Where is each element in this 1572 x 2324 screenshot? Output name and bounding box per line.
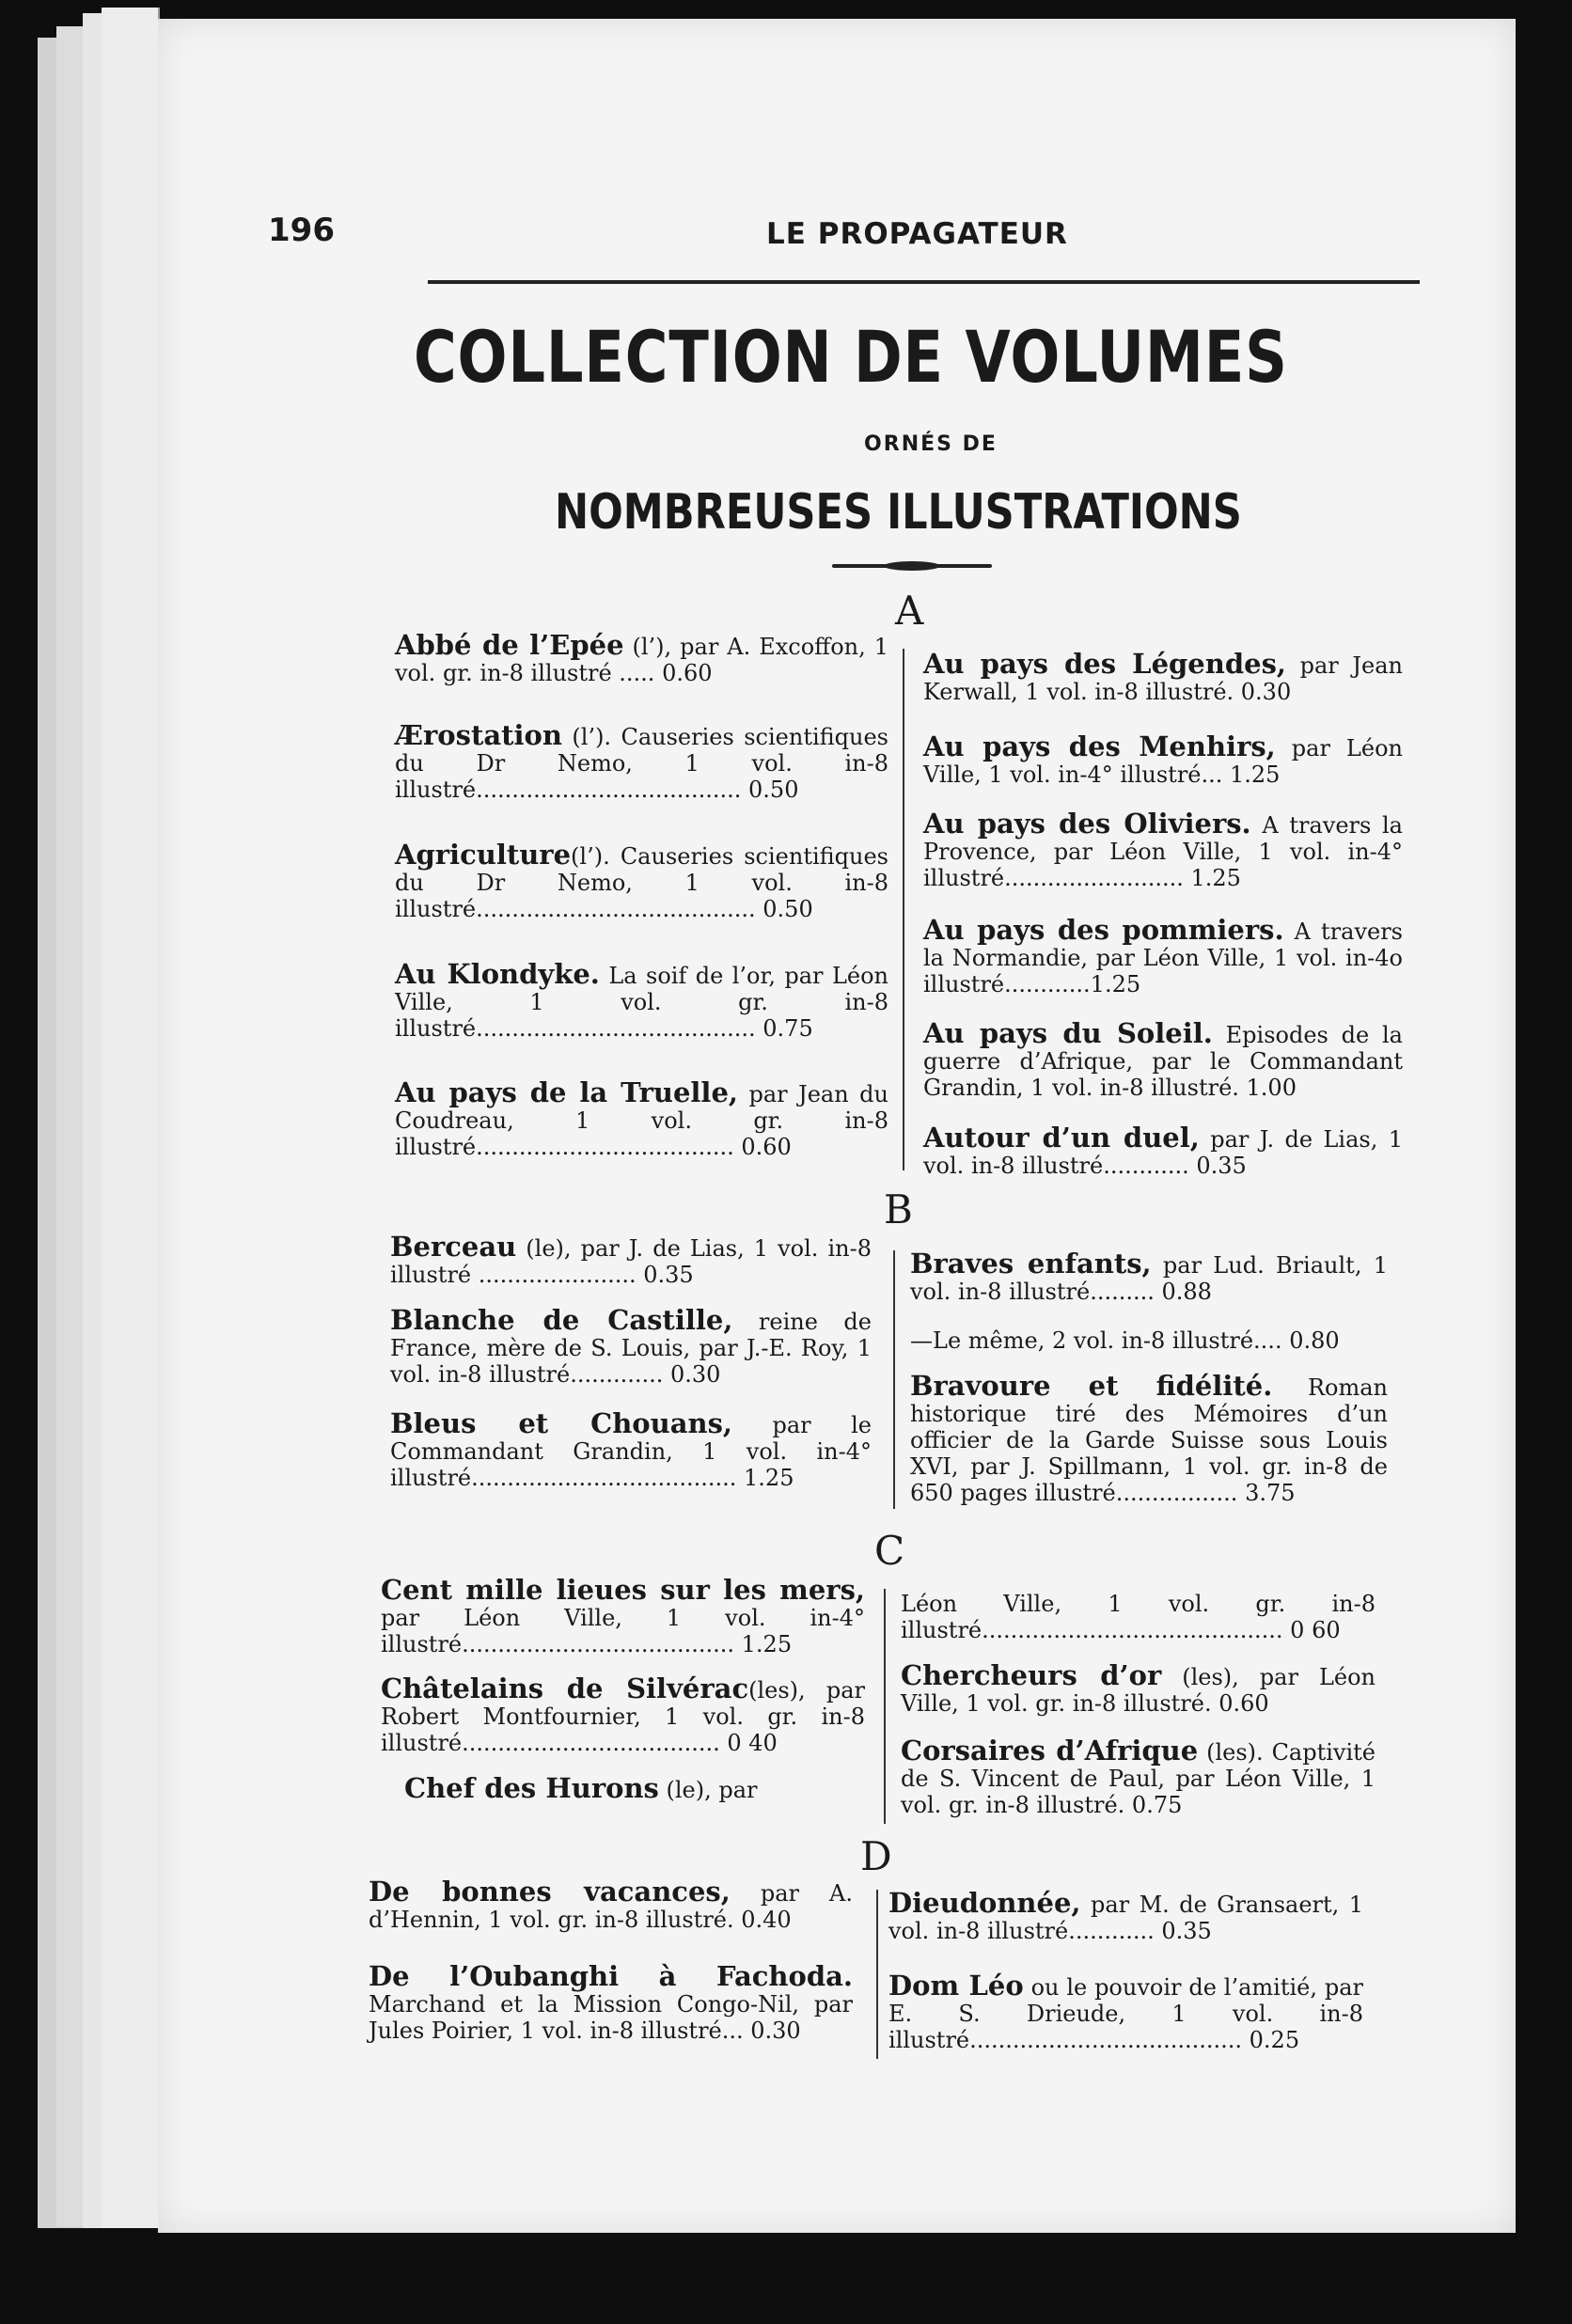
- page-number: 196: [268, 212, 335, 249]
- entry-description: La soif de l’or, par Léon Ville, 1 vol. gr. in-8 illustré....................................... 0.75: [395, 963, 888, 1042]
- entry-title: Braves enfants,: [910, 1248, 1152, 1280]
- section-letter-b: B: [884, 1186, 913, 1233]
- catalog-entry: [901, 1737, 1376, 1818]
- catalog-entry: [369, 1960, 853, 2044]
- entry-title: Dieudonnée,: [888, 1887, 1081, 1919]
- catalog-entry: [923, 810, 1403, 891]
- entry-title: Autour d’un duel,: [923, 1122, 1200, 1154]
- entry-title: Au pays des Légendes,: [923, 648, 1286, 680]
- entry-title: Bravoure et fidélité.: [910, 1370, 1273, 1402]
- entry-description: A travers la Provence, par Léon Ville, 1 vol. in-4° illustré......................... 1.25: [923, 812, 1403, 891]
- catalog-entry: [923, 648, 1403, 705]
- catalog-entry: [390, 1407, 872, 1491]
- entry-description: par J. de Lias, 1 vol. in-8 illustré............ 0.35: [923, 1126, 1403, 1179]
- catalog-entry: [910, 1370, 1388, 1506]
- column-divider: [884, 1589, 886, 1824]
- section-letter-d: D: [860, 1833, 892, 1879]
- catalog-entry: [923, 730, 1403, 788]
- entry-title: Au pays de la Truelle,: [395, 1076, 738, 1108]
- entry-title: Cent mille lieues sur les mers,: [381, 1574, 865, 1606]
- catalog-entry: [404, 1772, 865, 1804]
- entry-description: (les), par Robert Montfournier, 1 vol. gr. in-8 illustré.................................... 0 40: [381, 1677, 866, 1756]
- entry-description: Episodes de la guerre d’Afrique, par le Commandant Grandin, 1 vol. in-8 illustré. 1.00: [923, 1022, 1403, 1101]
- entry-description: par Jean du Coudreau, 1 vol. gr. in-8 illustré.................................... 0.60: [395, 1081, 888, 1160]
- section-letter-a: A: [895, 588, 924, 634]
- entry-title: Berceau: [390, 1231, 517, 1263]
- entry-title: Corsaires d’Afrique: [901, 1735, 1199, 1767]
- catalog-entry: [369, 1878, 853, 1933]
- entry-title: De bonnes vacances,: [369, 1876, 731, 1908]
- title-ornament: [832, 564, 992, 568]
- entry-description: A travers la Normandie, par Léon Ville, 1 vol. in-4o illustré............1.25: [923, 919, 1403, 997]
- catalog-entry: [923, 1017, 1403, 1101]
- entry-description: (les). Captivité de S. Vincent de Paul, par Léon Ville, 1 vol. gr. in-8 illustré. 0.75: [901, 1739, 1376, 1818]
- entry-title: Au pays des Oliviers.: [923, 808, 1251, 840]
- catalog-entry: [888, 1887, 1363, 1944]
- entry-title: Blanche de Castille,: [390, 1304, 733, 1336]
- catalog-entry: [381, 1574, 865, 1657]
- catalog-entry: [390, 1233, 872, 1288]
- entry-description: (le), par: [658, 1777, 758, 1803]
- page-edge: [102, 8, 160, 2228]
- section-letter-c: C: [874, 1528, 905, 1574]
- entry-description: (l’), par A. Excoffon, 1 vol. gr. in-8 illustré ..... 0.60: [395, 634, 888, 686]
- entry-title: Agriculture: [395, 839, 572, 871]
- catalog-entry: [395, 629, 888, 686]
- entry-title: Au Klondyke.: [395, 958, 600, 990]
- column-divider: [903, 649, 904, 1170]
- catalog-entry: [923, 1124, 1403, 1179]
- running-title: LE PROPAGATEUR: [766, 217, 1068, 251]
- column-divider: [876, 1890, 878, 2059]
- title-ornes: ORNÉS DE: [864, 432, 998, 456]
- catalog-entry: [390, 1304, 872, 1388]
- catalog-entry: [910, 1326, 1388, 1354]
- entry-description: reine de France, mère de S. Louis, par J.-E. Roy, 1 vol. in-8 illustré............. 0.30: [390, 1309, 872, 1388]
- entry-description: (les), par Léon Ville, 1 vol. gr. in-8 illustré. 0.60: [901, 1664, 1376, 1717]
- catalog-entry: [901, 1589, 1376, 1643]
- entry-description: —Le même, 2 vol. in-8 illustré.... 0.80: [910, 1327, 1340, 1354]
- entry-title: Chef des Hurons: [404, 1772, 659, 1804]
- entry-title: Dom Léo: [888, 1970, 1024, 2002]
- entry-description: par M. de Gransaert, 1 vol. in-8 illustré............ 0.35: [888, 1892, 1363, 1944]
- catalog-entry: [395, 958, 888, 1042]
- entry-title: Bleus et Chouans,: [390, 1407, 733, 1439]
- entry-description: Léon Ville, 1 vol. gr. in-8 illustré.......................................... 0 60: [901, 1591, 1376, 1643]
- entry-description: par Lud. Briault, 1 vol. in-8 illustré......... 0.88: [910, 1252, 1388, 1305]
- entry-description: ou le pouvoir de l’amitié, par E. S. Drieude, 1 vol. in-8 illustré...................................... 0.25: [888, 1974, 1363, 2053]
- entry-title: De l’Oubanghi à Fachoda.: [369, 1960, 853, 1992]
- catalog-entry: [888, 1972, 1363, 2053]
- entry-description: Roman historique tiré des Mémoires d’un officier de la Garde Suisse sous Louis XVI, par J. Spillmann, 1 vol. gr. in-8 de 650 pages illustré................. 3.75: [910, 1374, 1388, 1506]
- catalog-entry: [395, 1076, 888, 1160]
- catalog-entry: [910, 1250, 1388, 1305]
- catalog-entry: [381, 1672, 866, 1756]
- catalog-entry: [901, 1659, 1376, 1717]
- header-rule: [428, 280, 1420, 284]
- entry-title: Chercheurs d’or: [901, 1659, 1162, 1691]
- entry-title: Abbé de l’Epée: [395, 629, 624, 661]
- entry-description: (l’). Causeries scientifiques du Dr Nemo, 1 vol. in-8 illustré..................................... 0.50: [395, 724, 888, 803]
- page-header: [268, 212, 1420, 259]
- catalog-entry: [923, 914, 1403, 997]
- entry-description: Marchand et la Mission Congo-Nil, par Jules Poirier, 1 vol. in-8 illustré... 0.30: [369, 1991, 853, 2044]
- entry-title: Au pays des Menhirs,: [923, 730, 1276, 762]
- entry-description: par Jean Kerwall, 1 vol. in-8 illustré. 0.30: [923, 652, 1403, 705]
- entry-description: par A. d’Hennin, 1 vol. gr. in-8 illustré. 0.40: [369, 1880, 853, 1933]
- entry-description: (le), par J. de Lias, 1 vol. in-8 illustré ...................... 0.35: [390, 1235, 872, 1288]
- entry-description: par Léon Ville, 1 vol. in-4° illustré... 1.25: [923, 735, 1403, 788]
- column-divider: [893, 1250, 895, 1509]
- catalog-entry: [395, 841, 888, 922]
- entry-description: par Léon Ville, 1 vol. in-4° illustré...................................... 1.25: [381, 1605, 865, 1657]
- catalog-entry: [395, 719, 888, 803]
- entry-title: Au pays des pommiers.: [923, 914, 1284, 946]
- entry-title: Châtelains de Silvérac: [381, 1672, 749, 1704]
- entry-description: (l’). Causeries scientifiques du Dr Nemo, 1 vol. in-8 illustré....................................... 0.50: [395, 843, 888, 922]
- sub-title: NOMBREUSES ILLUSTRATIONS: [555, 484, 1242, 541]
- entry-description: par le Commandant Grandin, 1 vol. in-4° illustré..................................... 1.25: [390, 1412, 872, 1491]
- main-title: COLLECTION DE VOLUMES: [414, 315, 1288, 399]
- entry-title: Ærostation: [395, 719, 562, 751]
- entry-title: Au pays du Soleil.: [923, 1017, 1213, 1049]
